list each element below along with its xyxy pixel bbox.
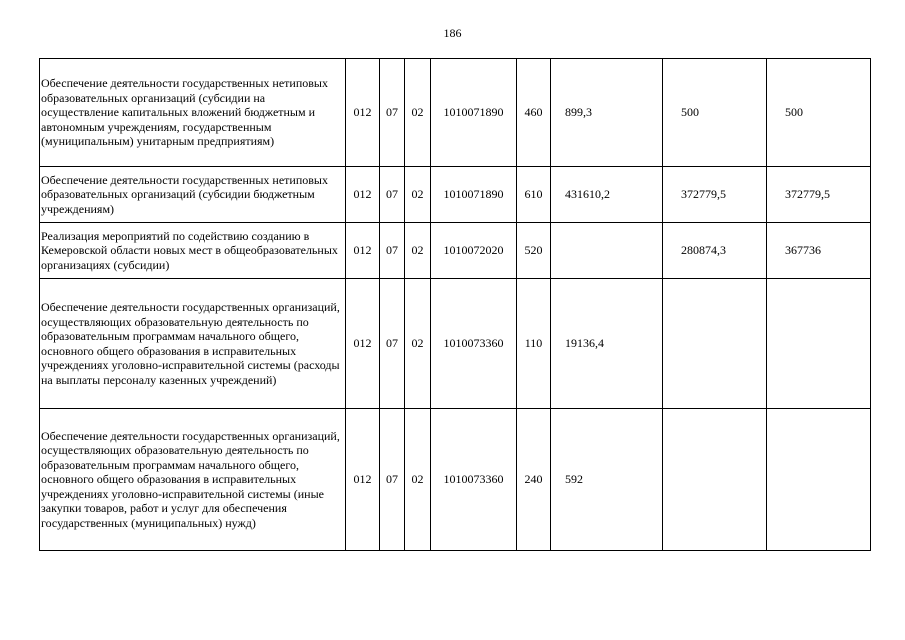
ministry-code: 012 xyxy=(346,59,380,167)
table-row xyxy=(40,223,871,279)
amount-year-2: 280874,3 xyxy=(663,223,767,279)
expense-type-code: 110 xyxy=(517,279,551,409)
subsection-code: 02 xyxy=(405,409,431,551)
amount-year-2: 500 xyxy=(663,59,767,167)
budget-table xyxy=(39,58,871,551)
expense-type-code: 610 xyxy=(517,167,551,223)
row-name: Обеспечение деятельности государственных нетиповых образовательных организаций (субсидии на осуществление капитальных вложений бюджетным и автономным учреждениям, государственным (муниципальным) унитарным предприятиям) xyxy=(40,59,346,167)
section-code: 07 xyxy=(380,279,405,409)
amount-year-1: 592 xyxy=(551,409,663,551)
amount-year-2 xyxy=(663,279,767,409)
row-name: Обеспечение деятельности государственных нетиповых образовательных организаций (субсидии бюджетным учреждениям) xyxy=(40,167,346,223)
row-name: Обеспечение деятельности государственных организаций, осуществляющих образовательную деятельность по образовательным программам начального общего, основного общего образования в исправительных учреждениях уголовно-исправительной системы (расходы на выплаты персоналу казенных учреждений) xyxy=(40,279,346,409)
ministry-code: 012 xyxy=(346,223,380,279)
amount-year-3: 367736 xyxy=(767,223,871,279)
amount-year-3: 500 xyxy=(767,59,871,167)
amount-year-3 xyxy=(767,279,871,409)
amount-year-1: 431610,2 xyxy=(551,167,663,223)
target-code: 1010072020 xyxy=(431,223,517,279)
amount-year-1 xyxy=(551,223,663,279)
amount-year-3 xyxy=(767,409,871,551)
subsection-code: 02 xyxy=(405,279,431,409)
subsection-code: 02 xyxy=(405,59,431,167)
amount-year-3: 372779,5 xyxy=(767,167,871,223)
section-code: 07 xyxy=(380,223,405,279)
amount-year-1: 899,3 xyxy=(551,59,663,167)
subsection-code: 02 xyxy=(405,167,431,223)
subsection-code: 02 xyxy=(405,223,431,279)
expense-type-code: 240 xyxy=(517,409,551,551)
amount-year-2 xyxy=(663,409,767,551)
ministry-code: 012 xyxy=(346,409,380,551)
target-code: 1010073360 xyxy=(431,409,517,551)
table-row xyxy=(40,409,871,551)
expense-type-code: 520 xyxy=(517,223,551,279)
section-code: 07 xyxy=(380,409,405,551)
table-row xyxy=(40,279,871,409)
section-code: 07 xyxy=(380,59,405,167)
ministry-code: 012 xyxy=(346,167,380,223)
row-name: Реализация мероприятий по содействию созданию в Кемеровской области новых мест в общеобразовательных организациях (субсидии) xyxy=(40,223,346,279)
ministry-code: 012 xyxy=(346,279,380,409)
target-code: 1010073360 xyxy=(431,279,517,409)
expense-type-code: 460 xyxy=(517,59,551,167)
table-row xyxy=(40,59,871,167)
amount-year-1: 19136,4 xyxy=(551,279,663,409)
table-row xyxy=(40,167,871,223)
amount-year-2: 372779,5 xyxy=(663,167,767,223)
target-code: 1010071890 xyxy=(431,167,517,223)
row-name: Обеспечение деятельности государственных организаций, осуществляющих образовательную деятельность по образовательным программам начального общего, основного общего образования в исправительных учреждениях уголовно-исправительной системы (иные закупки товаров, работ и услуг для обеспечения государственных (муниципальных) нужд) xyxy=(40,409,346,551)
section-code: 07 xyxy=(380,167,405,223)
target-code: 1010071890 xyxy=(431,59,517,167)
page-number: 186 xyxy=(443,26,462,40)
